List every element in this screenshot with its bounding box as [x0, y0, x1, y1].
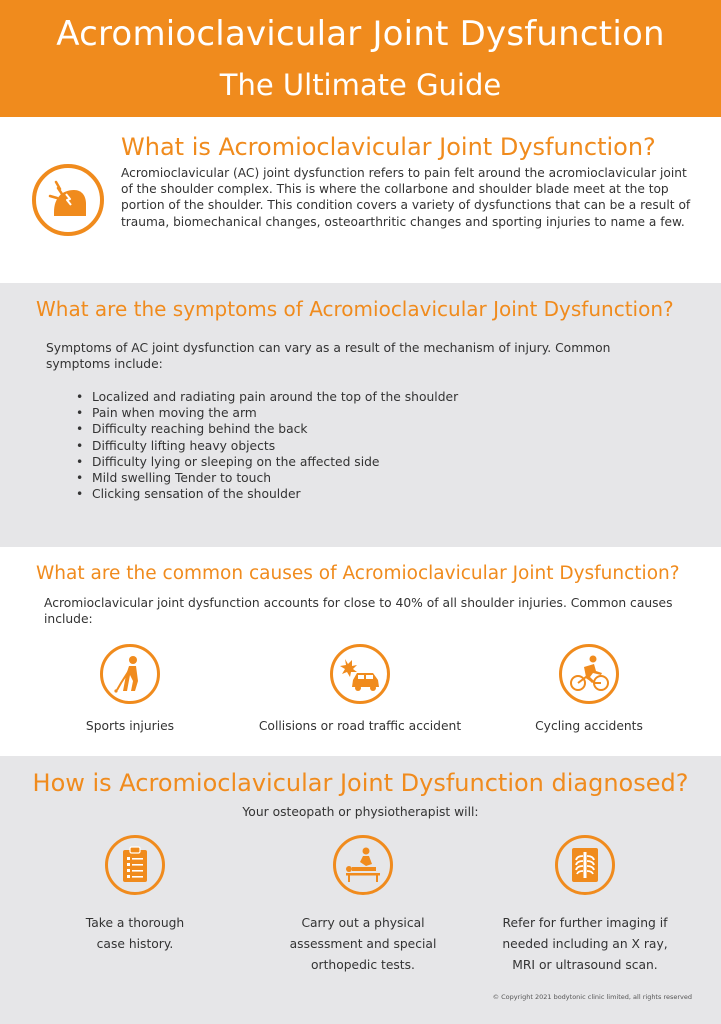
list-item: • Pain when moving the arm	[76, 405, 458, 421]
list-item: • Clicking sensation of the shoulder	[76, 486, 458, 502]
cause-label: Sports injuries	[85, 719, 175, 733]
clipboard-icon	[105, 835, 165, 895]
car-crash-icon	[330, 644, 390, 704]
list-item: • Difficulty lifting heavy objects	[76, 438, 458, 454]
cause-cycling	[479, 644, 699, 733]
symptoms-list	[76, 389, 458, 502]
diagnosis-step-history	[15, 835, 255, 955]
list-item: • Localized and radiating pain around the top of the shoulder	[76, 389, 458, 405]
section-diagnosis-subtitle: Your osteopath or physiotherapist will:	[242, 805, 479, 819]
header-banner	[0, 0, 721, 117]
golfer-icon	[100, 644, 160, 704]
section-what-is-title: What is Acromioclavicular Joint Dysfunction?	[121, 133, 656, 161]
page-title: Acromioclavicular Joint Dysfunction	[56, 14, 665, 54]
diagnosis-step-assessment	[243, 835, 483, 976]
shoulder-pain-icon	[32, 164, 104, 236]
diagnosis-step-label: Take a thorough case history.	[85, 916, 185, 951]
diagnosis-step-label: Refer for further imaging if needed including an X ray, MRI or ultrasound scan.	[502, 916, 668, 972]
page-subtitle: The Ultimate Guide	[219, 68, 502, 102]
copyright-notice: © Copyright 2021 bodytonic clinic limited, all rights reserved	[492, 993, 692, 1001]
section-causes-title: What are the common causes of Acromioclavicular Joint Dysfunction?	[36, 563, 680, 584]
cause-label: Cycling accidents	[535, 719, 643, 733]
cause-collision	[250, 644, 470, 733]
section-diagnosis-title: How is Acromioclavicular Joint Dysfunction diagnosed?	[32, 769, 689, 797]
cause-label: Collisions or road traffic accident	[258, 719, 462, 733]
diagnosis-step-imaging	[465, 835, 705, 976]
symptoms-panel	[0, 283, 721, 547]
list-item: • Mild swelling Tender to touch	[76, 470, 458, 486]
section-what-is-body: Acromioclavicular (AC) joint dysfunction refers to pain felt around the acromioclavicular joint of the shoulder complex. This is where the collarbone and shoulder blade meet at the top portion of the shoulder. This condition covers a variety of dysfunctions that can be a result of trauma, biomechanical changes, osteoarthritic changes and sporting injuries to name a few.	[121, 166, 691, 229]
xray-icon	[555, 835, 615, 895]
cause-sports	[20, 644, 240, 733]
section-causes-intro: Acromioclavicular joint dysfunction accounts for close to 40% of all shoulder injuries. Common causes include:	[44, 596, 673, 626]
section-symptoms-title: What are the symptoms of Acromioclavicular Joint Dysfunction?	[36, 297, 674, 321]
section-symptoms-intro: Symptoms of AC joint dysfunction can vary as a result of the mechanism of injury. Common symptoms include:	[46, 341, 611, 371]
cyclist-icon	[559, 644, 619, 704]
list-item: • Difficulty lying or sleeping on the affected side	[76, 454, 458, 470]
physical-assessment-icon	[333, 835, 393, 895]
diagnosis-step-label: Carry out a physical assessment and special orthopedic tests.	[289, 916, 437, 972]
list-item: • Difficulty reaching behind the back	[76, 421, 458, 437]
